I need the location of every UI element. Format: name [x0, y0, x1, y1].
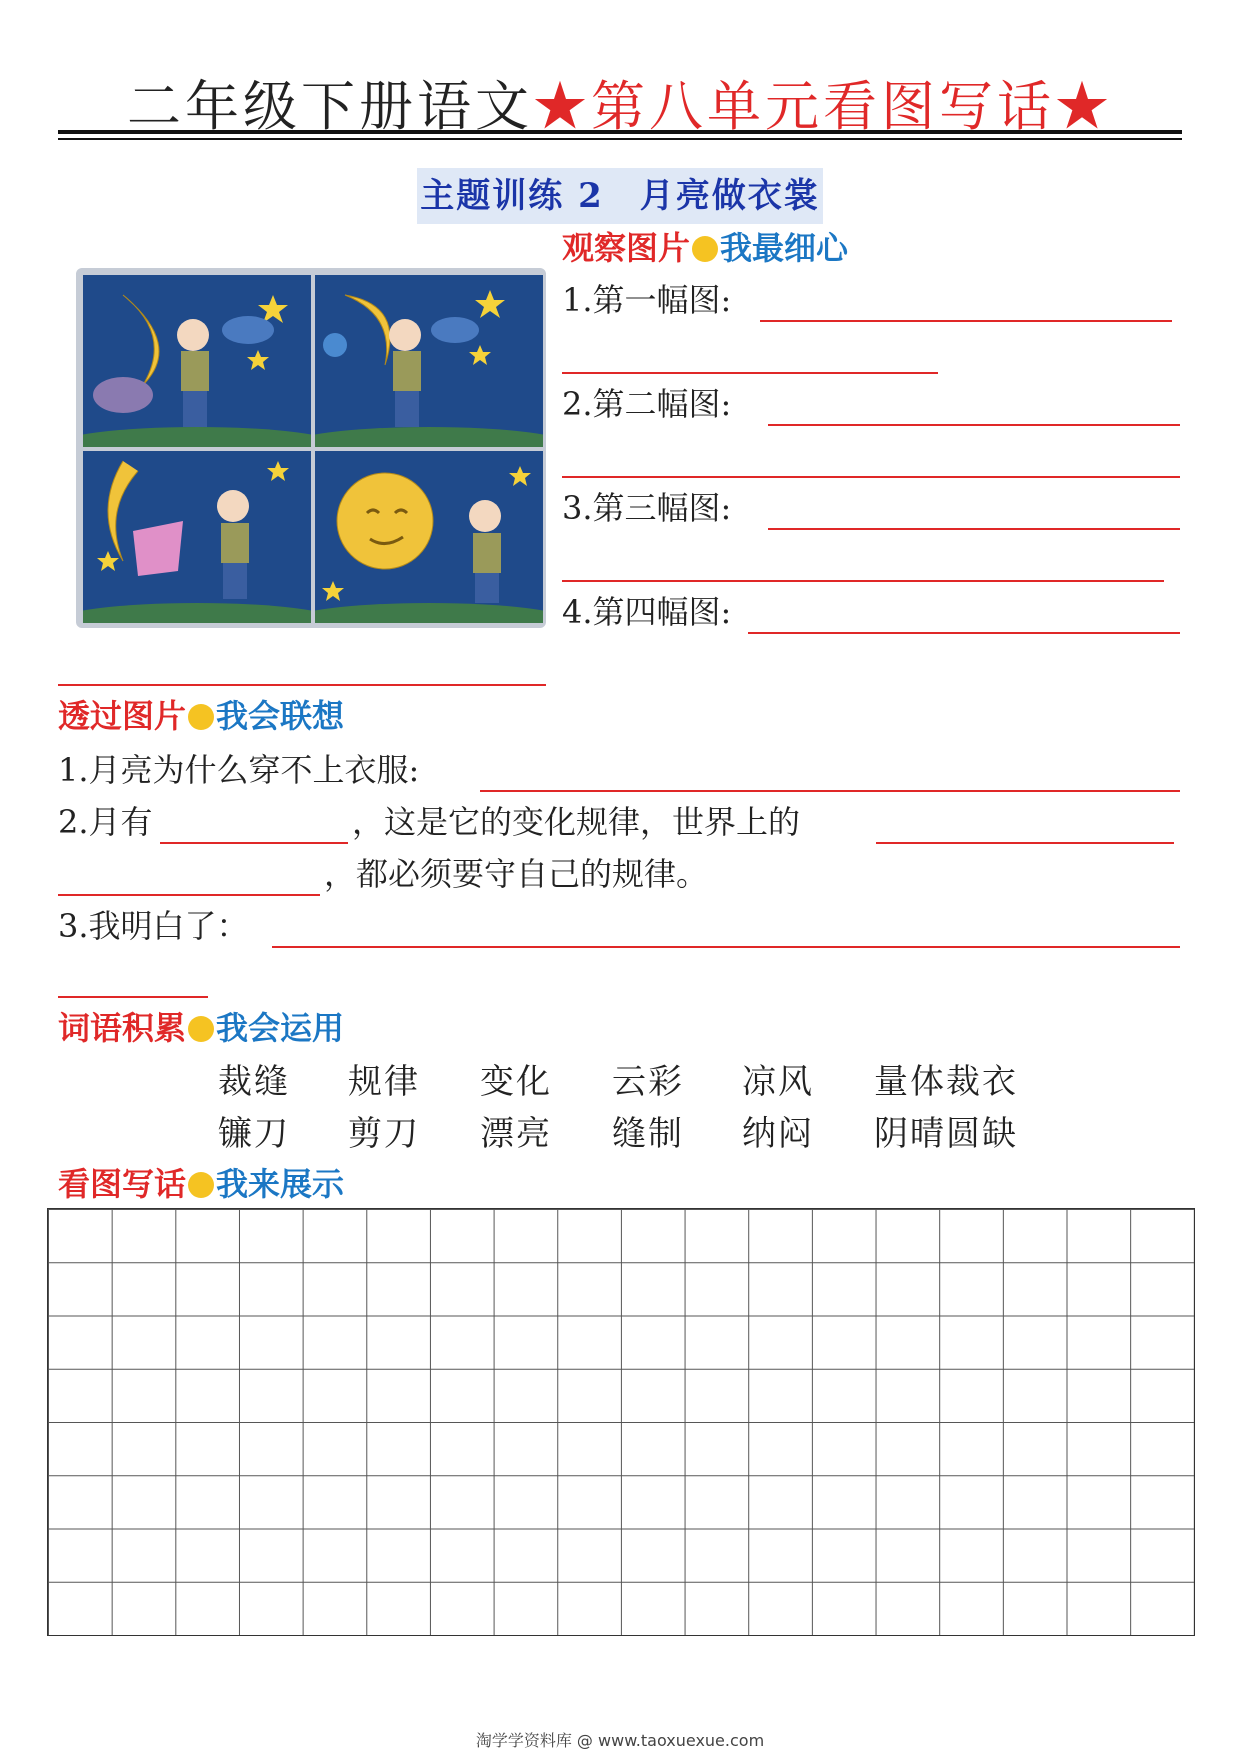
vocab-word: 凉风 [742, 1062, 814, 1102]
vocab-label-red: 词语积累 [58, 1009, 187, 1047]
subtitle: 主题训练 2 月亮做衣裳 [420, 176, 820, 216]
answer-line[interactable] [272, 946, 1180, 948]
write-label-red: 看图写话 [58, 1165, 187, 1203]
section-divider-line [58, 996, 208, 998]
imagine-label-blue: 我会联想 [216, 697, 345, 735]
imagine-heading [58, 696, 344, 736]
comic-panel-4 [315, 451, 543, 623]
answer-line[interactable] [562, 580, 1164, 582]
yellow-dot-icon [188, 1172, 214, 1198]
vocab-word: 缝制 [612, 1114, 684, 1154]
imagine-q2-start: 2.月有 [58, 803, 153, 841]
answer-line[interactable] [562, 372, 938, 374]
answer-line[interactable] [58, 894, 320, 896]
imagine-q2-end: ，都必须要守自己的规律。 [324, 855, 709, 893]
vocab-word: 阴晴圆缺 [874, 1114, 1018, 1154]
imagine-q1: 1.月亮为什么穿不上衣服: [58, 751, 420, 789]
vocab-word: 剪刀 [348, 1114, 420, 1154]
comic-panel-3 [83, 451, 311, 623]
vocab-word: 云彩 [612, 1062, 684, 1102]
vocab-word: 镰刀 [218, 1114, 290, 1154]
vocab-word: 漂亮 [480, 1114, 552, 1154]
footer-watermark: 淘学学资料库 @ www.taoxuexue.com [475, 1731, 765, 1750]
title-grade: 二年级下册语文 [127, 75, 533, 138]
section-divider-line [58, 684, 546, 686]
answer-line[interactable] [768, 424, 1180, 426]
answer-line[interactable] [760, 320, 1172, 322]
comic-panel-2 [315, 275, 543, 447]
write-label-blue: 我来展示 [216, 1165, 345, 1203]
vocab-word: 变化 [480, 1062, 552, 1102]
answer-line[interactable] [480, 790, 1180, 792]
observe-label-blue: 我最细心 [720, 229, 849, 267]
yellow-dot-icon [188, 704, 214, 730]
imagine-q3: 3.我明白了： [58, 907, 249, 945]
yellow-dot-icon [692, 236, 718, 262]
answer-line[interactable] [562, 476, 1180, 478]
vocab-word: 规律 [348, 1062, 420, 1102]
answer-line[interactable] [768, 528, 1180, 530]
vocab-word: 裁缝 [218, 1062, 290, 1102]
imagine-q2-middle: ，这是它的变化规律，世界上的 [352, 803, 801, 841]
observe-item-2: 2.第二幅图: [562, 385, 732, 423]
comic-image [76, 268, 546, 628]
answer-line[interactable] [160, 842, 348, 844]
title-unit: ★第八单元看图写话★ [533, 75, 1113, 138]
observe-item-1: 1.第一幅图: [562, 281, 732, 319]
writing-grid[interactable] [47, 1208, 1195, 1636]
title-rule-thick [58, 130, 1182, 134]
observe-heading [562, 228, 848, 268]
imagine-label-red: 透过图片 [58, 697, 187, 735]
vocab-word: 量体裁衣 [874, 1062, 1018, 1102]
observe-label-red: 观察图片 [562, 229, 691, 267]
vocab-heading [58, 1008, 344, 1048]
observe-item-3: 3.第三幅图: [562, 489, 732, 527]
comic-panel-1 [83, 275, 311, 447]
title-rule-thin [58, 138, 1182, 140]
observe-item-4: 4.第四幅图: [562, 593, 732, 631]
subtitle-box [417, 168, 823, 224]
yellow-dot-icon [188, 1016, 214, 1042]
answer-line[interactable] [748, 632, 1180, 634]
vocab-word: 纳闷 [742, 1114, 814, 1154]
vocab-label-blue: 我会运用 [216, 1009, 345, 1047]
write-heading [58, 1164, 344, 1204]
answer-line[interactable] [876, 842, 1174, 844]
